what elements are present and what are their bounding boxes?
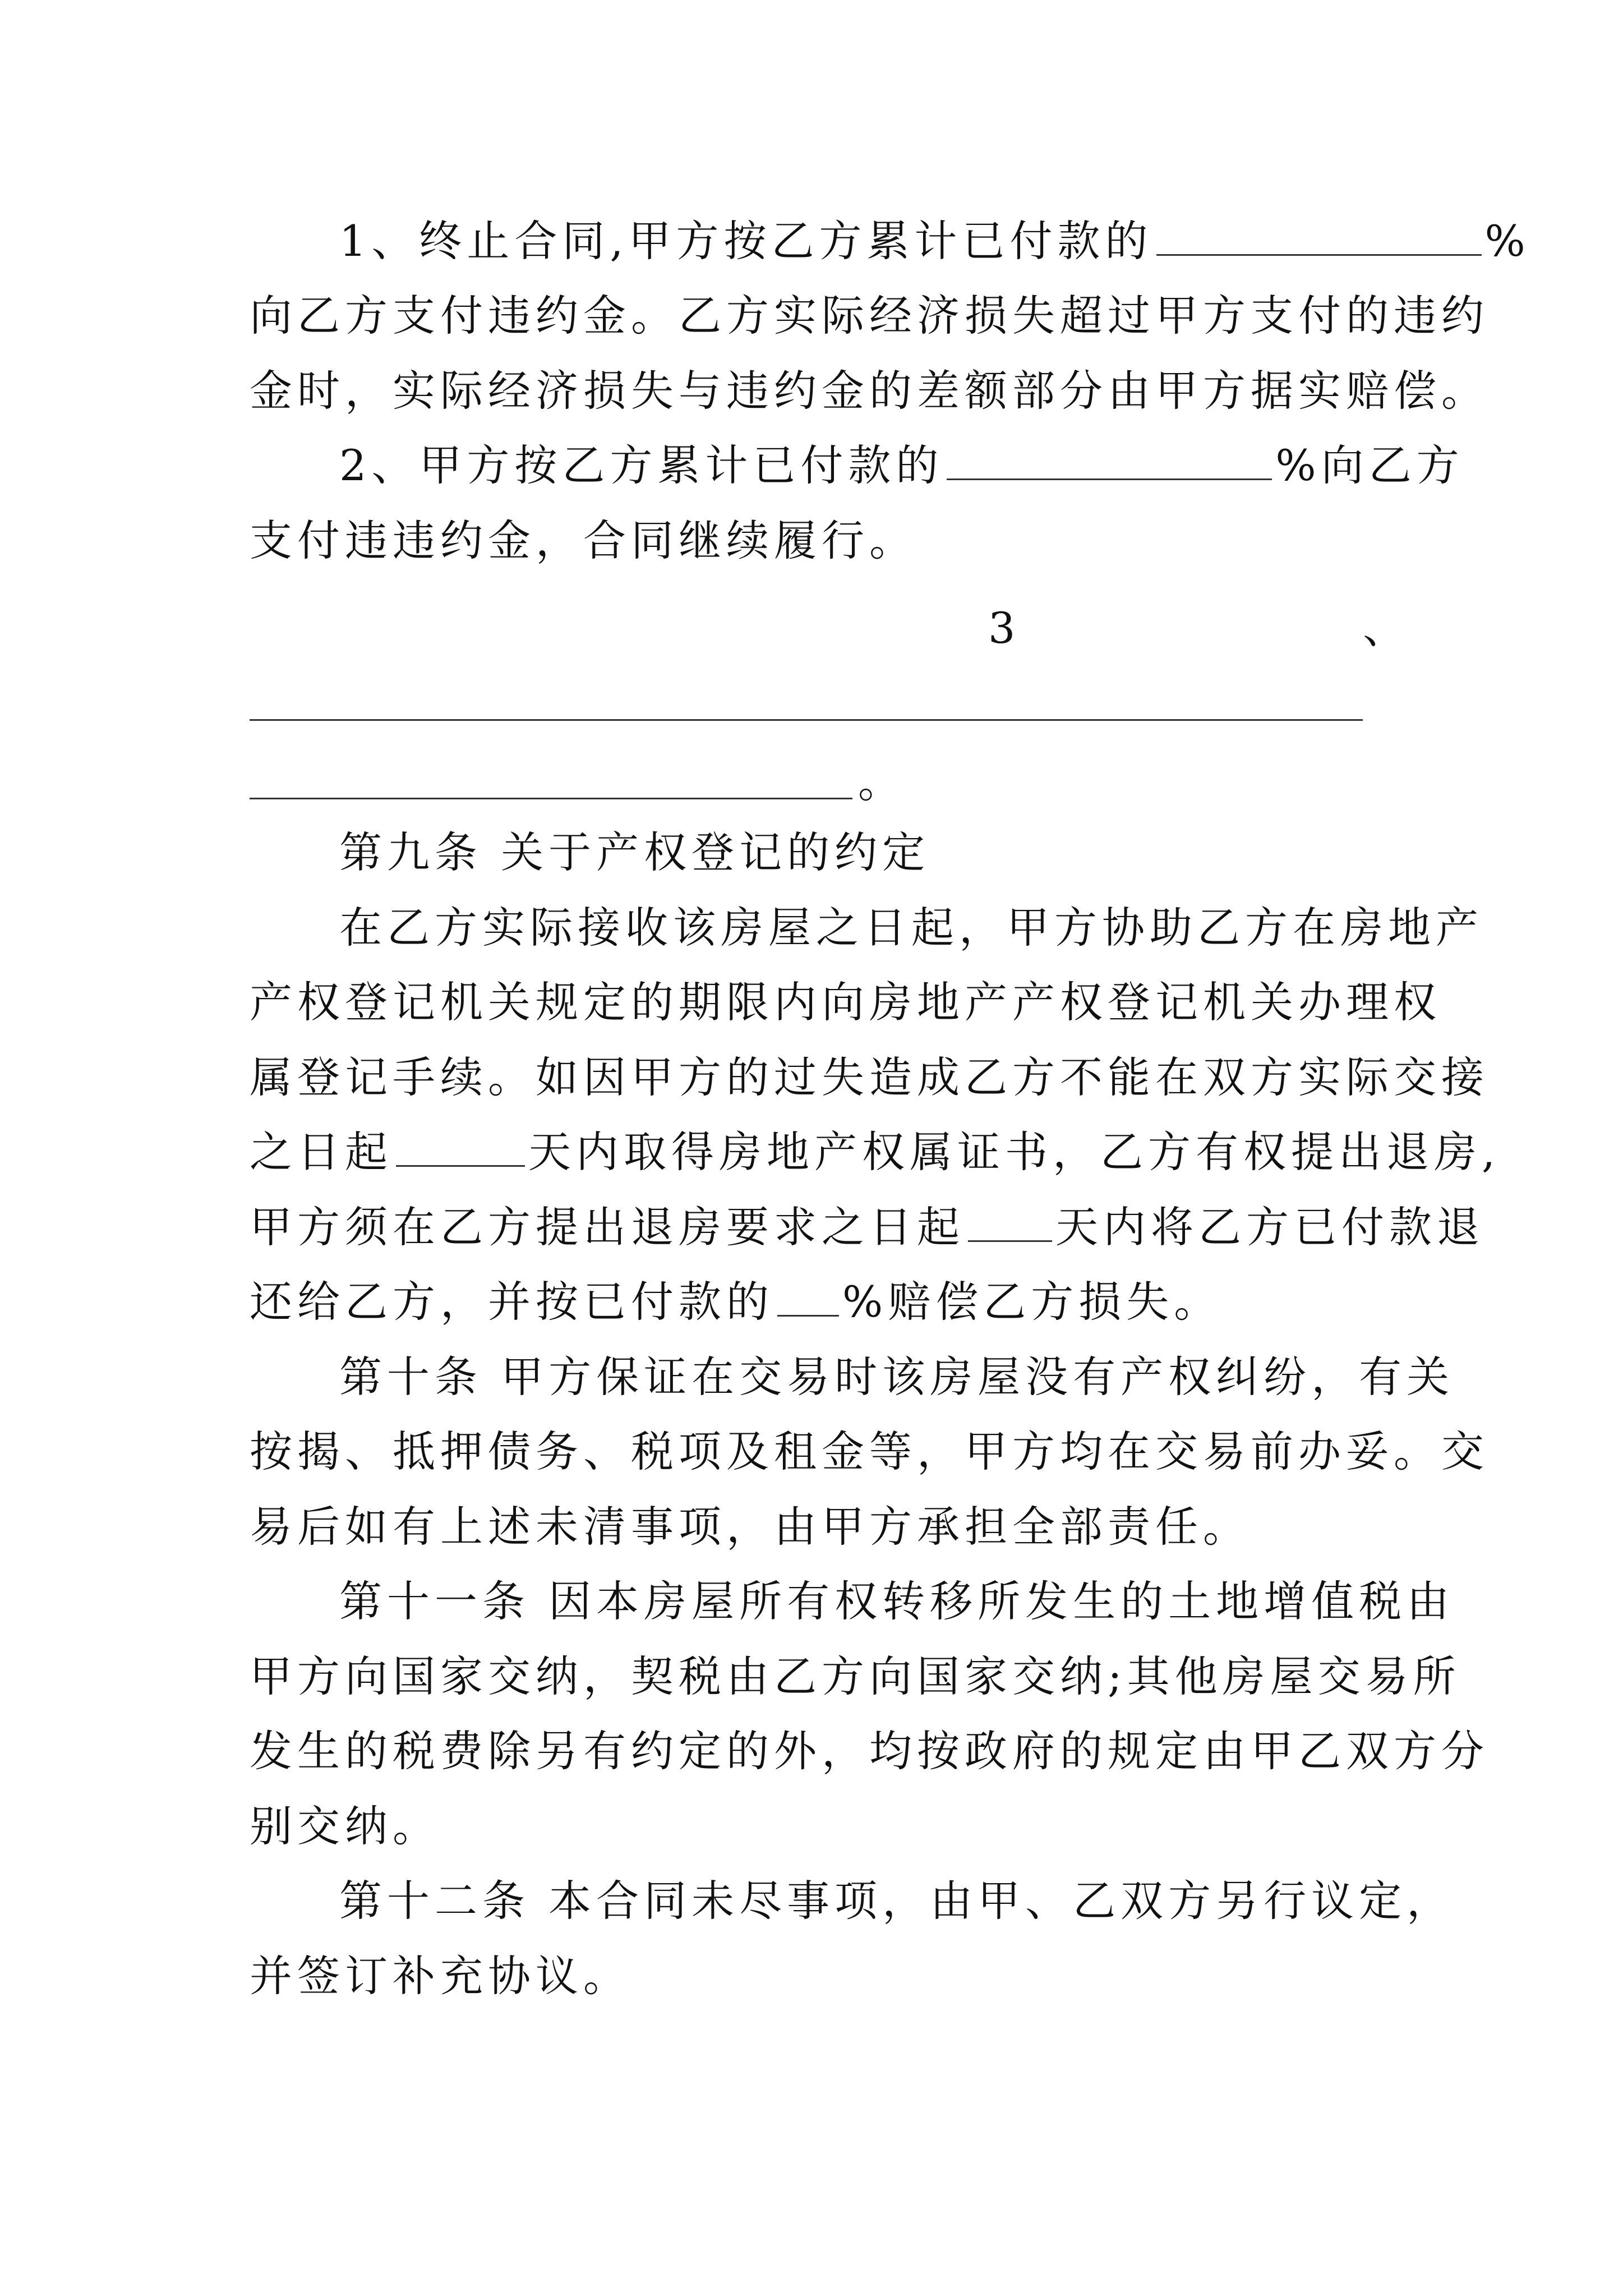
clause11-line1: 第十一条 因本房屋所有权转移所发生的土地增值税由 [339,1576,1455,1626]
clause11-line2: 甲方向国家交纳，契税由乙方向国家交纳;其他房屋交易所 [250,1651,1461,1701]
item1-text-b: % [1484,216,1530,266]
item1-line2: 向乙方支付违约金。乙方实际经济损失超过甲方支付的违约 [250,291,1489,341]
clause9-title: 第九条 关于产权登记的约定 [339,827,930,877]
item3-blank-line-1[interactable] [250,719,1363,721]
clause9-line5 [250,1199,1484,1255]
item1-text-a: 1、终止合同,甲方按乙方累计已付款的 [339,216,1153,266]
clause9-line4-a: 之日起 [250,1127,393,1177]
clause9-line5-b: 天内将乙方已付款退 [1055,1202,1484,1252]
clause9-line1: 在乙方实际接收该房屋之日起，甲方协助乙方在房地产 [339,903,1483,953]
item3-separator: 、 [1363,603,1405,653]
blank-percent-3[interactable] [777,1276,839,1317]
clause9-line4 [250,1124,1500,1180]
item2-line2: 支付违违约金，合同继续履行。 [250,516,917,565]
clause11-line3: 发生的税费除另有约定的外，均按政府的规定由甲乙双方分 [250,1726,1489,1776]
item1-line1 [339,213,1530,269]
blank-days-2[interactable] [968,1201,1052,1242]
clause10-line1: 第十条 甲方保证在交易时该房屋没有产权纠纷，有关 [339,1352,1455,1402]
item2-text-b: %向乙方 [1275,440,1464,490]
blank-days-1[interactable] [396,1126,525,1167]
clause9-line6-a: 还给乙方，并按已付款的 [250,1277,774,1327]
blank-percent-1[interactable] [1156,215,1482,256]
clause9-line5-a: 甲方须在乙方提出退房要求之日起 [250,1202,965,1252]
clause9-line4-b: 天内取得房地产权属证书，乙方有权提出退房, [528,1127,1501,1177]
clause12-line1: 第十二条 本合同未尽事项，由甲、乙双方另行议定， [339,1876,1455,1926]
item2-text-a: 2、甲方按乙方累计已付款的 [339,440,944,490]
item3-end-mark: 。 [858,757,901,807]
clause9-line2: 产权登记机关规定的期限内向房地产产权登记机关办理权 [250,977,1441,1027]
clause9-line3: 属登记手续。如因甲方的过失造成乙方不能在双方实际交接 [250,1052,1489,1102]
clause9-line6-b: %赔偿乙方损失。 [842,1277,1222,1327]
item3-number: 3 [988,603,1016,653]
item3-blank-line-2[interactable] [250,798,852,799]
clause10-line2: 按揭、抵押债务、税项及租金等，甲方均在交易前办妥。交 [250,1427,1489,1476]
clause9-line6 [250,1274,1221,1330]
clause11-line4: 别交纳。 [250,1801,440,1851]
blank-percent-2[interactable] [947,439,1272,480]
item2-line1 [339,438,1464,494]
item1-line3: 金时，实际经济损失与违约金的差额部分由甲方据实赔偿。 [250,366,1489,416]
clause10-line3: 易后如有上述未清事项，由甲方承担全部责任。 [250,1502,1251,1552]
clause12-line2: 并签订补充协议。 [250,1951,631,2001]
